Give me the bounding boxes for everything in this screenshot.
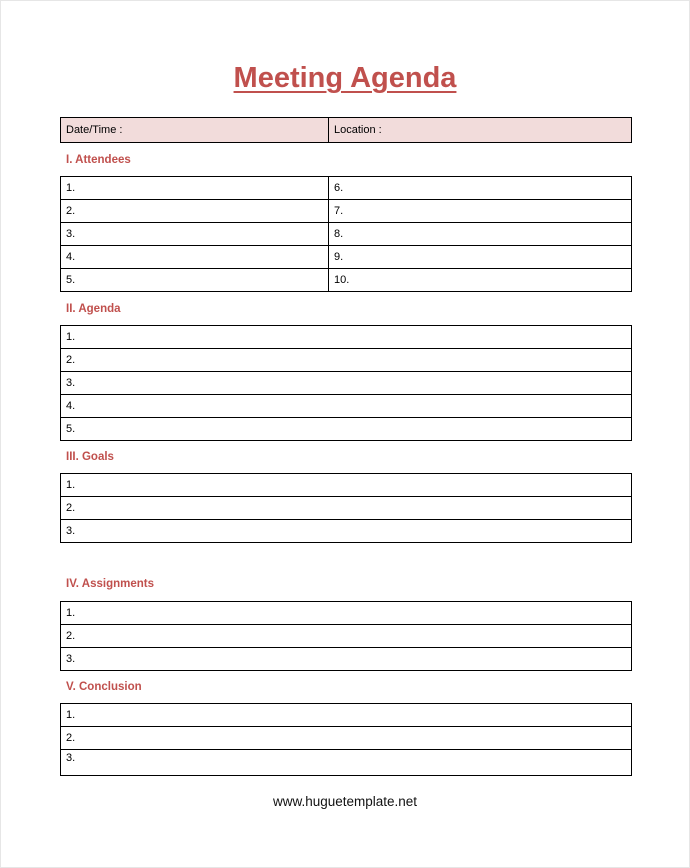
table-row — [61, 326, 632, 349]
goals-heading: III. Goals — [66, 451, 114, 463]
attendee-cell[interactable]: 1. — [61, 177, 329, 200]
conclusion-cell[interactable]: 1. — [61, 704, 632, 727]
table-row — [61, 118, 632, 143]
assignments-heading: IV. Assignments — [66, 578, 154, 590]
agenda-item-cell[interactable]: 4. — [61, 395, 632, 418]
table-row — [61, 349, 632, 372]
attendee-cell[interactable]: 10. — [329, 269, 632, 292]
conclusion-heading: V. Conclusion — [66, 681, 142, 693]
footer-url: www.huguetemplate.net — [272, 794, 418, 809]
table-row — [61, 223, 632, 246]
page-title: Meeting Agenda — [233, 62, 457, 94]
agenda-item-cell[interactable]: 2. — [61, 349, 632, 372]
table-row — [61, 200, 632, 223]
assignment-cell[interactable]: 3. — [61, 648, 632, 671]
assignment-cell[interactable]: 2. — [61, 625, 632, 648]
table-row — [61, 602, 632, 625]
table-row — [61, 520, 632, 543]
assignments-table — [60, 601, 632, 671]
table-row — [61, 474, 632, 497]
conclusion-table — [60, 703, 632, 776]
table-row — [61, 750, 632, 776]
conclusion-cell[interactable]: 2. — [61, 727, 632, 750]
goal-cell[interactable]: 1. — [61, 474, 632, 497]
table-row — [61, 625, 632, 648]
agenda-item-cell[interactable]: 1. — [61, 326, 632, 349]
date-location-table — [60, 117, 632, 143]
agenda-item-cell[interactable]: 5. — [61, 418, 632, 441]
goal-cell[interactable]: 3. — [61, 520, 632, 543]
goals-table — [60, 473, 632, 543]
attendee-cell[interactable]: 2. — [61, 200, 329, 223]
table-row — [61, 727, 632, 750]
attendee-cell[interactable]: 7. — [329, 200, 632, 223]
goal-cell[interactable]: 2. — [61, 497, 632, 520]
location-field[interactable]: Location : — [329, 118, 632, 143]
agenda-item-cell[interactable]: 3. — [61, 372, 632, 395]
attendees-heading: I. Attendees — [66, 154, 131, 166]
attendee-cell[interactable]: 4. — [61, 246, 329, 269]
attendee-cell[interactable]: 3. — [61, 223, 329, 246]
attendee-cell[interactable]: 6. — [329, 177, 632, 200]
table-row — [61, 246, 632, 269]
agenda-table — [60, 325, 632, 441]
table-row — [61, 372, 632, 395]
agenda-heading: II. Agenda — [66, 303, 121, 315]
assignment-cell[interactable]: 1. — [61, 602, 632, 625]
table-row — [61, 269, 632, 292]
date-time-field[interactable]: Date/Time : — [61, 118, 329, 143]
table-row — [61, 497, 632, 520]
table-row — [61, 418, 632, 441]
attendee-cell[interactable]: 5. — [61, 269, 329, 292]
table-row — [61, 177, 632, 200]
table-row — [61, 648, 632, 671]
attendee-cell[interactable]: 8. — [329, 223, 632, 246]
attendee-cell[interactable]: 9. — [329, 246, 632, 269]
attendees-table — [60, 176, 632, 292]
conclusion-cell[interactable]: 3. — [61, 750, 632, 776]
table-row — [61, 704, 632, 727]
table-row — [61, 395, 632, 418]
